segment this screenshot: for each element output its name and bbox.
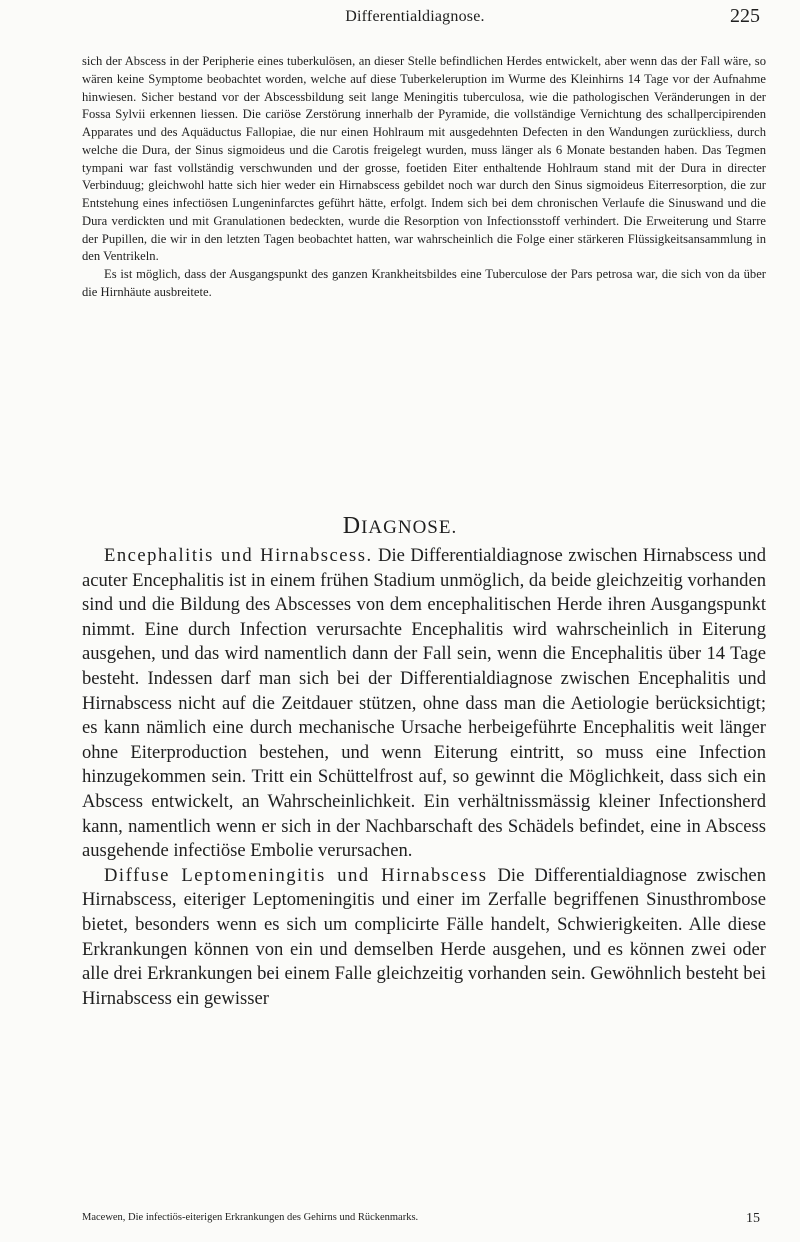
section-heading-initial: D: [342, 513, 362, 539]
small-paragraph-2: Es ist möglich, dass der Ausgangspunkt des ganzen Krankheitsbildes eine Tuberculose der Pars petrosa war, die sich von da über die Hirnhäute ausbreitete.: [82, 267, 766, 299]
paragraph-encephalitis-lead: Encephalitis und Hirnabscess.: [104, 545, 373, 566]
page-number: 225: [730, 5, 760, 27]
footer-reference: Macewen, Die infectiös-eiterigen Erkrankungen des Gehirns und Rückenmarks.: [82, 1212, 419, 1223]
running-title: Differentialdiagnose.: [345, 8, 485, 25]
paragraph-encephalitis-text: Die Differentialdiagnose zwischen Hirnabscess und acuter Encephalitis ist in einem frühen Stadium unmöglich, da beide gleichzeitig vorhanden sind und die Bildung des Abscesses von dem encephalitischen Herde ihren Ausgangspunkt nimmt. Eine durch Infection verursachte Encephalitis wird wahrscheinlich in Eiterung ausgehen, und das wird namentlich dann der Fall sein, wenn die Encephalitis über 14 Tage besteht. Indessen darf man sich bei der Differentialdiagnose zwischen Encephalitis und Hirnabscess nicht auf die Zeitdauer stützen, ohne dass man die Aetiologie berücksichtigt; es kann nämlich eine durch mechanische Ursache herbeigeführte Encephalitis weit länger ohne Eiterproduction bestehen, und wenn Eiterung eintritt, so muss eine Infection hinzugekommen sein. Tritt ein Schüttelfrost auf, so gewinnt die Möglichkeit, dass sich ein Abscess entwickelt, an Wahrscheinlichkeit. Ein verhältnissmässig kleiner Infectionsherd kann, namentlich wenn er sich in der Nachbarschaft des Schädels befindet, eine in Abscess ausgehende infectiöse Embolie verursachen.: [82, 545, 766, 862]
small-paragraph-1: sich der Abscess in der Peripherie eines tuberkulösen, an dieser Stelle befindlichen Herdes entwickelt, aber wenn das der Fall wäre, so wären keine Symptome beobachtet worden, welche auf diese Tuberkeleruption im Wurme des Kleinhirns 14 Tage vor der Aufnahme hinwiesen. Sicher bestand vor der Abscessbildung seit lange Meningitis tuberculosa, wie die pathologischen Veränderungen in der Fossa Sylvii erkennen liessen. Die cariöse Zerstörung innerhalb der Pyramide, die vollständige Vernichtung des schallpercipirenden Apparates und des Aquäductus Fallopiae, die nur einen Hohlraum mit ausgedehnten Defecten in den Wandungen zurückliess, durch welche die Dura, der Sinus sigmoideus und die Carotis freigelegt wurden, muss länger als 6 Monate bestanden haben. Das Tegmen tympani war fast vollständig verschwunden und der grosse, foetiden Eiter enthaltende Hohlraum stand mit der Dura in directer Verbinduug; gleichwohl hatte sich hier weder ein Hirnabscess gebildet noch war durch den Sinus sigmoideus Eiterresorption, die zur Entstehung eines infectiösen Lungeninfarctes geführt hätte, erfolgt. Indem sich bei dem chronischen Verlaufe die Sinuswand und die Dura verdickten und mit Granulationen bedeckten, wurde die Resorption von Infectionsstoff verhindert. Die Erweiterung und Starre der Pupillen, die wir in den letzten Tagen beobachtet hatten, war wahrscheinlich die Folge einer stärkeren Flüssigkeitsansammlung in den Ventrikeln.: [82, 54, 766, 264]
diagnosis-body: [82, 544, 766, 1011]
page-footer: [82, 1211, 766, 1226]
running-header: [70, 5, 760, 38]
paragraph-leptomeningitis: [82, 864, 766, 1012]
paragraph-leptomeningitis-text: Die Differentialdiagnose zwischen Hirnabscess, eiteriger Leptomeningitis und einer im Zerfalle begriffenen Sinusthrombose bietet, besonders wenn es sich um complicirte Fälle handelt, Schwierigkeiten. Alle diese Erkrankungen können von ein und demselben Herde ausgehen, und es können zwei oder alle drei Erkrankungen bei einem Falle gleichzeitig vorhanden sein. Gewöhnlich besteht bei Hirnabscess ein gewisser: [82, 864, 766, 1009]
case-discussion-block: [82, 53, 766, 302]
signature-mark: 15: [746, 1211, 760, 1226]
paragraph-leptomeningitis-lead: Diffuse Leptomeningitis und Hirnabscess: [104, 864, 488, 886]
section-heading-rest: IAGNOSE.: [361, 517, 458, 538]
section-heading: [0, 513, 800, 540]
paragraph-encephalitis: [82, 544, 766, 864]
